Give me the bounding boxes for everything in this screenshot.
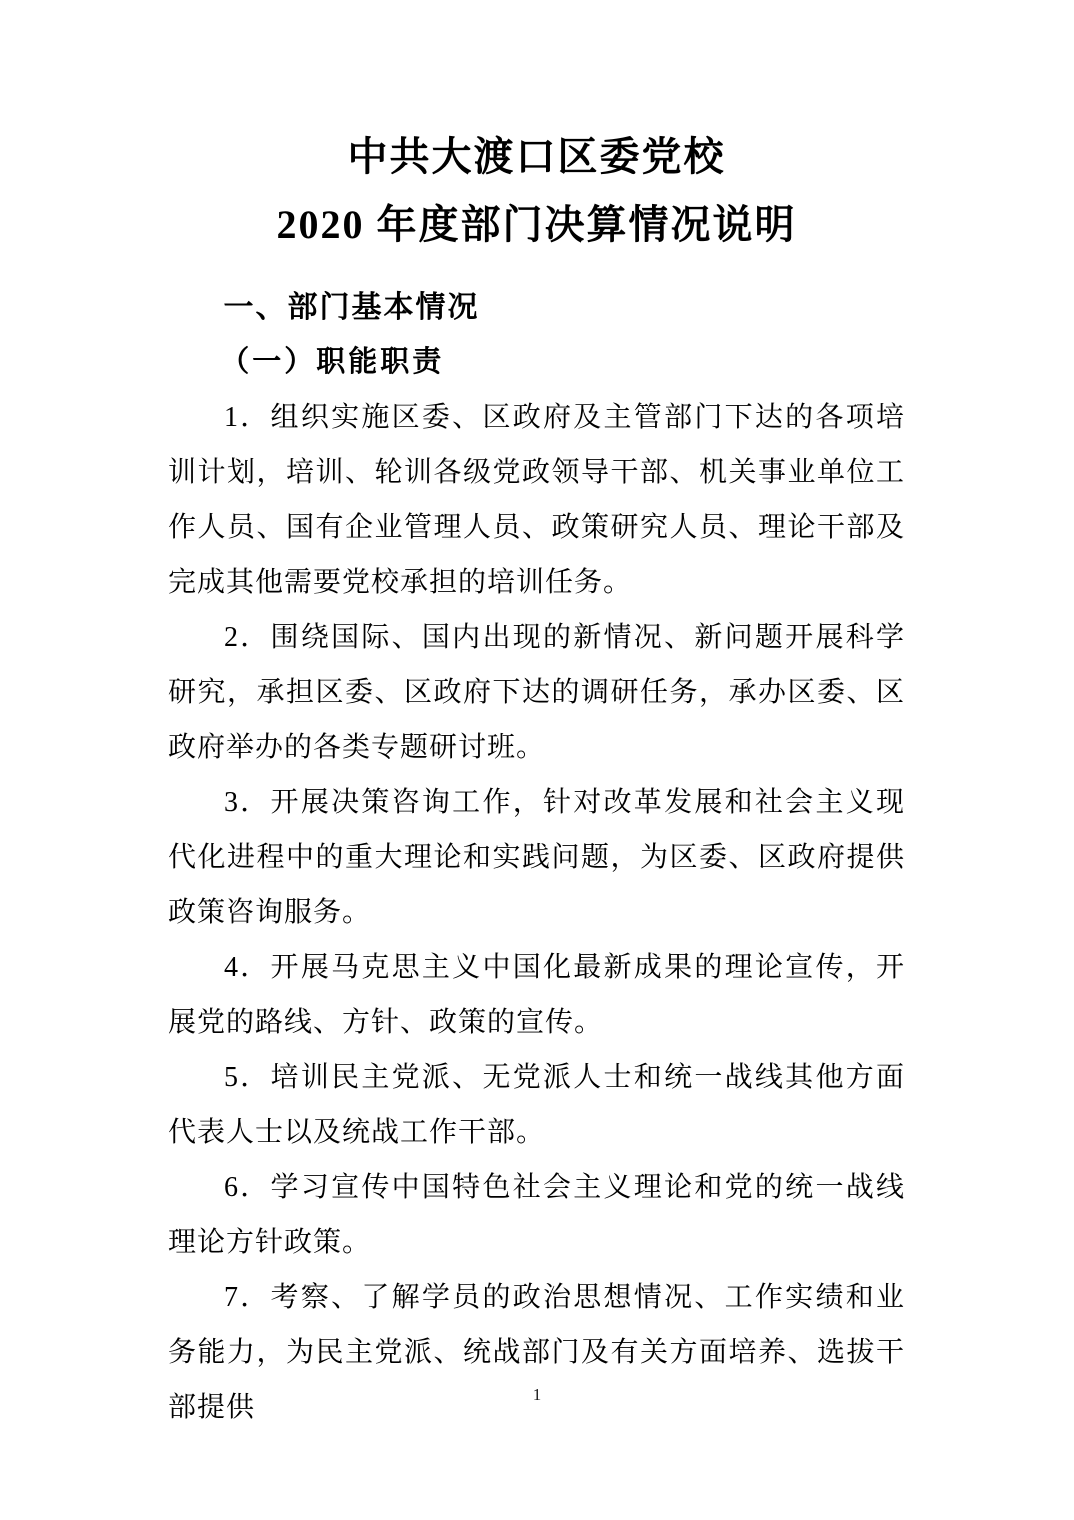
paragraph-duty-1: 1．组织实施区委、区政府及主管部门下达的各项培训计划，培训、轮训各级党政领导干部、机关事业单位工作人员、国有企业管理人员、政策研究人员、理论干部及完成其他需要党校承担的培训任务。 <box>168 402 905 598</box>
paragraph-duty-5: 5．培训民主党派、无党派人士和统一战线其他方面代表人士以及统战工作干部。 <box>168 1062 905 1148</box>
paragraph-duty-2: 2．围绕国际、国内出现的新情况、新问题开展科学研究，承担区委、区政府下达的调研任务，承办区委、区政府举办的各类专题研讨班。 <box>168 622 905 763</box>
paragraph-duty-4: 4．开展马克思主义中国化最新成果的理论宣传，开展党的路线、方针、政策的宣传。 <box>168 952 905 1038</box>
subsection-heading-duties: （一）职能职责 <box>220 346 445 378</box>
document-title <box>168 123 905 259</box>
paragraph-duty-7: 7．考察、了解学员的政治思想情况、工作实绩和业务能力，为民主党派、统战部门及有关方面培养、选拔干部提供 <box>168 1282 905 1423</box>
section-heading-basic-info: 一、部门基本情况 <box>223 291 480 324</box>
paragraph-duty-3: 3．开展决策咨询工作，针对改革发展和社会主义现代化进程中的重大理论和实践问题，为区委、区政府提供政策咨询服务。 <box>168 787 905 928</box>
document-title-line2: 2020 年度部门决算情况说明 <box>276 202 797 247</box>
document-title-line1: 中共大渡口区委党校 <box>347 134 726 179</box>
paragraph-duty-6: 6．学习宣传中国特色社会主义理论和党的统一战线理论方针政策。 <box>168 1172 905 1258</box>
page-number: 1 <box>532 1385 542 1404</box>
